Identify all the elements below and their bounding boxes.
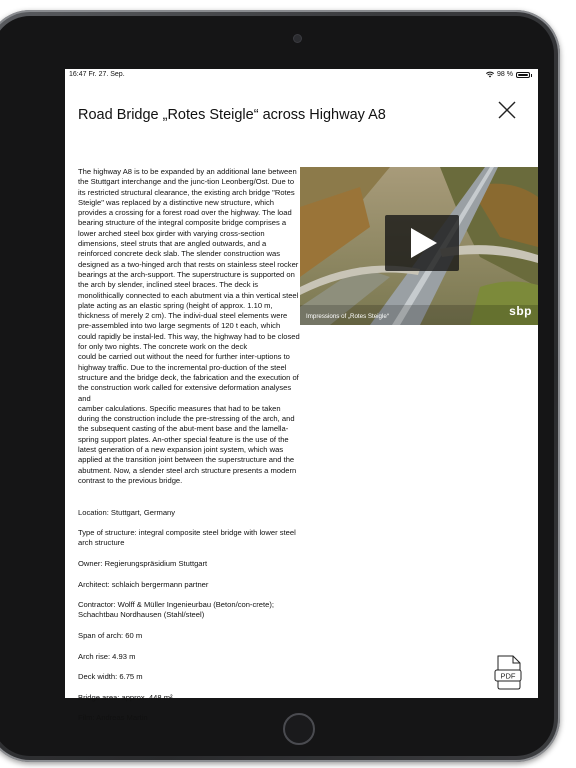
page-title: Road Bridge „Rotes Steigle“ across Highway A8 — [78, 107, 386, 123]
spec-architect: Architect: schlaich bergermann partner — [78, 579, 209, 589]
pdf-file-icon — [494, 655, 524, 691]
play-icon — [385, 215, 459, 271]
battery-icon — [516, 72, 530, 78]
article-text — [78, 167, 300, 724]
status-right-group — [486, 69, 532, 81]
front-camera — [294, 35, 301, 42]
wifi-icon — [486, 72, 494, 78]
video-player[interactable] — [300, 167, 538, 325]
spec-span: Span of arch: 60 m — [78, 631, 143, 641]
pdf-label: PDF — [500, 671, 516, 681]
status-time-date: 16:47 Fr. 27. Sep. — [69, 71, 125, 78]
article-body: The highway A8 is to be expanded by an additional lane between the Stuttgart interchange and the junc-tion Leonberg/Ost. Due to its restricted structural clearance, the existing arch bridge "Rotes Steigle" was replaced by a distinctive new structure, which provides a crossing for a forest road over the highway. The load bearing structure of the integral composite bridge comprises a lower arched steel box girder with varying cross-section dimensions, steel struts that are angled outwards, and a reinforced concrete deck slab. The slender construction was designed as a two-hinged arch that rests on stainless steel rocker bearings at the arch-support. The superstructure is supported on the arch by slender, inclined steel braces. The deck is monolithically connected to each abutment via a thin vertical steel plate acting as an elastic spring (height of approx. 1.10 m, thickness of merely 2 cm). The indivi-dual steel elements were pre-assembled into two large segments of 120 t each, which could rapidly be instal-led. This way, the highway had to be closed for only two nights. The concrete work on the deck could be carried out without the need for further inter-uptions to highway traffic. Due to the incremental pro-duction of the steel structure and the bridge deck, the fabrication and the execution of the construction work called for extensive deformation analyses and camber calculations. Specific measures that had to be taken during the construction include the pre-stressing of the arch, and the subsequent casting of the abut-ment base and the lamella-spring support plates. An-other special feature is the use of the latest generation of a new expansion joint system, which was applied at the transition joint between the superstructure and the abutment. Now, a slender steel arch structure presents a modern contrast to the previous bridge. — [78, 167, 300, 485]
play-button[interactable] — [385, 215, 459, 271]
pdf-download-button[interactable] — [494, 655, 524, 691]
battery-cap — [531, 74, 532, 77]
spec-arch-rise: Arch rise: 4.93 m — [78, 651, 136, 661]
spec-location: Location: Stuttgart, Germany — [78, 507, 176, 517]
close-icon — [497, 100, 517, 120]
spec-deck-width: Deck width: 6.75 m — [78, 672, 143, 682]
spec-contractor: Contractor: Wolff & Müller Ingenieurbau (Beton/con-crete); Schachtbau Nordhausen (Stahl/steel) — [78, 600, 274, 620]
status-bar — [65, 69, 538, 81]
spec-bridge-area: Bridge area: approx. 448 m² — [78, 692, 173, 702]
spec-film: Film: Andreas Martin — [78, 713, 148, 723]
video-caption: Impressions of „Rotes Steigle“ — [306, 313, 389, 320]
spec-structure-type: Type of structure: integral composite steel bridge with lower steel arch structure — [78, 528, 296, 548]
sbp-logo: sbp — [509, 304, 532, 318]
battery-fill — [518, 74, 528, 76]
app-screen — [65, 69, 538, 723]
close-button[interactable] — [497, 100, 517, 120]
battery-percent: 98 % — [497, 71, 513, 78]
spec-list — [78, 497, 300, 724]
spec-owner: Owner: Regierungspräsidium Stuttgart — [78, 558, 208, 568]
